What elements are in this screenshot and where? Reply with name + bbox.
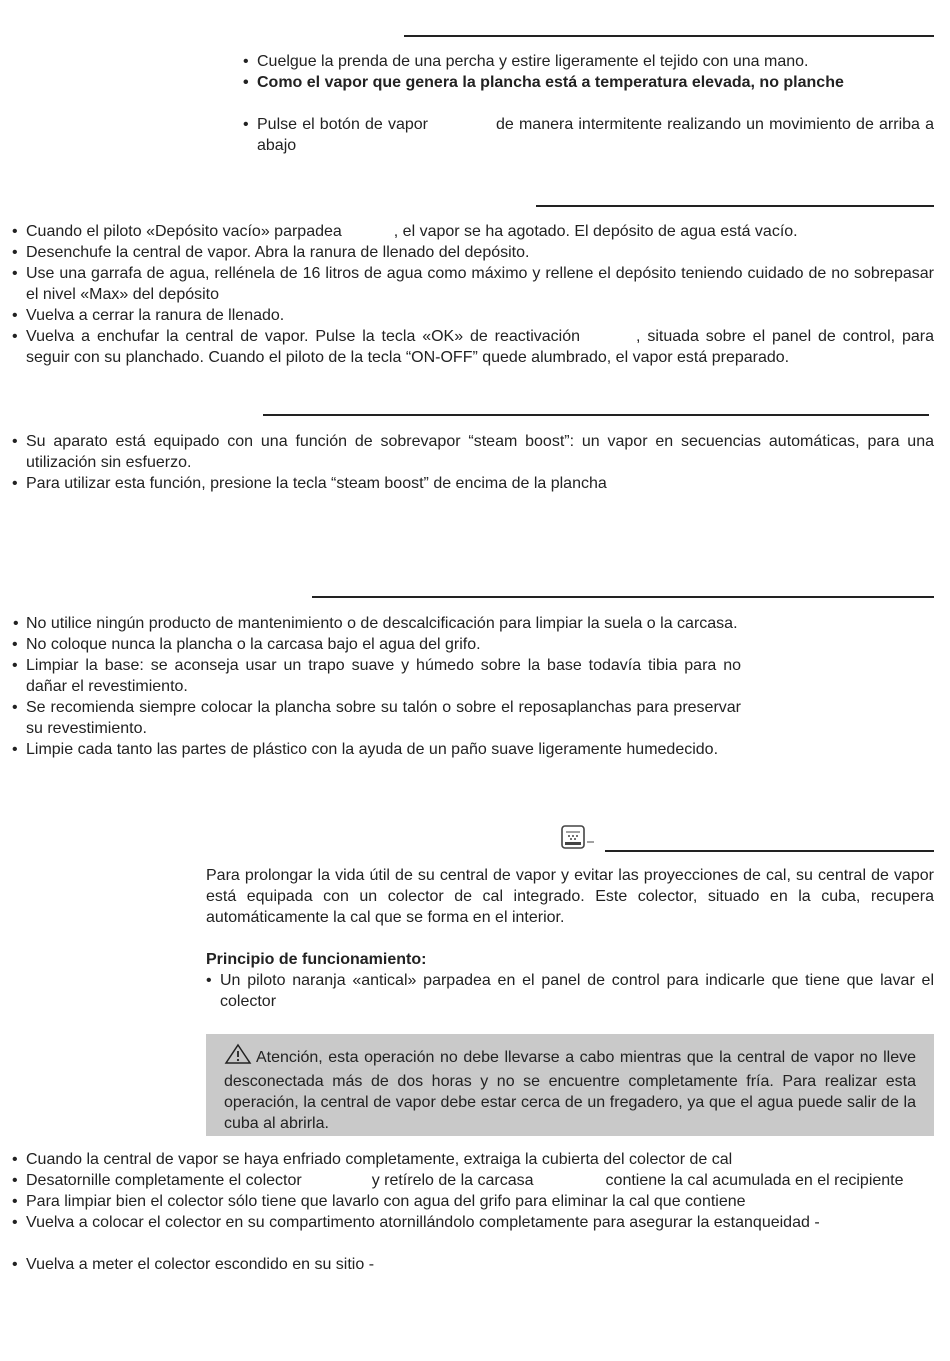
list-item-warning: • Como el vapor que genera la plancha está a temperatura elevada, no planche [243, 72, 934, 93]
list-item-text: Pulse el botón de vapor [257, 116, 428, 133]
list-item: • Vuelva a meter el colector escondido en su sitio - [12, 1254, 934, 1275]
warning-box [206, 1034, 934, 1136]
list-item: • Desenchufe la central de vapor. Abra la ranura de llenado del depósito. [12, 242, 934, 263]
intro-paragraph: Para prolongar la vida útil de su central de vapor y evitar las proyecciones de cal, su central de vapor está equipada con un colector de cal integrado. Este colector, situado en la cuba, recupera automáticamente la cal que se forma en el interior. [206, 867, 934, 926]
section4-list [12, 613, 741, 760]
subheading: Principio de funcionamiento: [206, 951, 427, 968]
section3-rule [263, 414, 929, 416]
list-item [12, 221, 934, 242]
list-item-text: Cuando el piloto «Depósito vacío» parpadea [26, 223, 342, 240]
section6-list [12, 1149, 934, 1275]
section2-list [12, 221, 934, 368]
list-item [12, 326, 934, 368]
list-item-text: Vuelva a enchufar la central de vapor. Pulse la tecla «OK» de reactivación [26, 328, 581, 345]
section3-list [12, 431, 934, 494]
list-item: • Para limpiar bien el colector sólo tiene que lavarlo con agua del grifo para eliminar la cal que contiene [12, 1191, 934, 1212]
list-item: • Limpie cada tanto las partes de plástico con la ayuda de un paño suave ligeramente humedecido. [12, 739, 741, 760]
list-item: • Use una garrafa de agua, rellénela de 16 litros de agua como máximo y rellene el depósito teniendo cuidado de no sobrepasar el nivel «Max» del depósito [12, 263, 934, 305]
list-item-text: Desatornille completamente el colector [26, 1172, 302, 1189]
list-item: • Limpiar la base: se aconseja usar un trapo suave y húmedo sobre la base todavía tibia para no dañar el revestimiento. [12, 655, 741, 697]
list-item: • No coloque nunca la plancha o la carcasa bajo el agua del grifo. [12, 634, 741, 655]
list-item [12, 1170, 934, 1191]
list-item: • Vuelva a colocar el colector en su compartimento atornillándolo completamente para asegurar la estanqueidad - [12, 1212, 934, 1233]
list-item: • Cuelgue la prenda de una percha y estire ligeramente el tejido con una mano. [243, 51, 934, 72]
list-item-text: de manera intermitente realizando un movimiento de arriba a abajo [257, 116, 934, 154]
anti-calc-collector-icon [560, 824, 596, 852]
list-item: • Se recomienda siempre colocar la plancha sobre su talón o sobre el reposaplanchas para preservar su revestimiento. [12, 697, 741, 739]
section1-list [243, 51, 934, 156]
list-item: • Un piloto naranja «antical» parpadea en el panel de control para indicarle que tiene que lavar el colector [206, 970, 934, 1012]
list-item-text: , situada sobre el panel de control, para seguir con su planchado. Cuando el piloto de la tecla “ON-OFF” quede alumbrado, el vapor está preparado. [26, 328, 934, 366]
warning-icon [224, 1043, 252, 1071]
list-item: • Cuando la central de vapor se haya enfriado completamente, extraiga la cubierta del colector de cal [12, 1149, 934, 1170]
list-item-text: , el vapor se ha agotado. El depósito de agua está vacío. [393, 223, 798, 240]
list-item [243, 114, 934, 156]
section1-rule [404, 35, 934, 37]
section5-body [206, 865, 934, 1012]
section2-rule [536, 205, 934, 207]
section5-rule [605, 850, 934, 852]
list-item: • Vuelva a cerrar la ranura de llenado. [12, 305, 934, 326]
list-item: • No utilice ningún producto de mantenimiento o de descalcificación para limpiar la suela o la carcasa. [12, 613, 741, 634]
section4-rule [312, 596, 934, 598]
warning-text: Atención, esta operación no debe llevarse a cabo mientras que la central de vapor no lleve desconectada más de dos horas y no se encuentre completamente fría. Para realizar esta operación, la central de vapor debe estar cerca de un fregadero, ya que el agua puede salir de la cuba al abrirla. [224, 1049, 916, 1132]
list-item: • Para utilizar esta función, presione la tecla “steam boost” de encima de la plancha [12, 473, 934, 494]
list-item-text: contiene la cal acumulada en el recipiente [605, 1172, 904, 1189]
list-item: • Su aparato está equipado con una función de sobrevapor “steam boost”: un vapor en secuencias automáticas, para una utilización sin esfuerzo. [12, 431, 934, 473]
list-item-text: y retírelo de la carcasa [371, 1172, 534, 1189]
